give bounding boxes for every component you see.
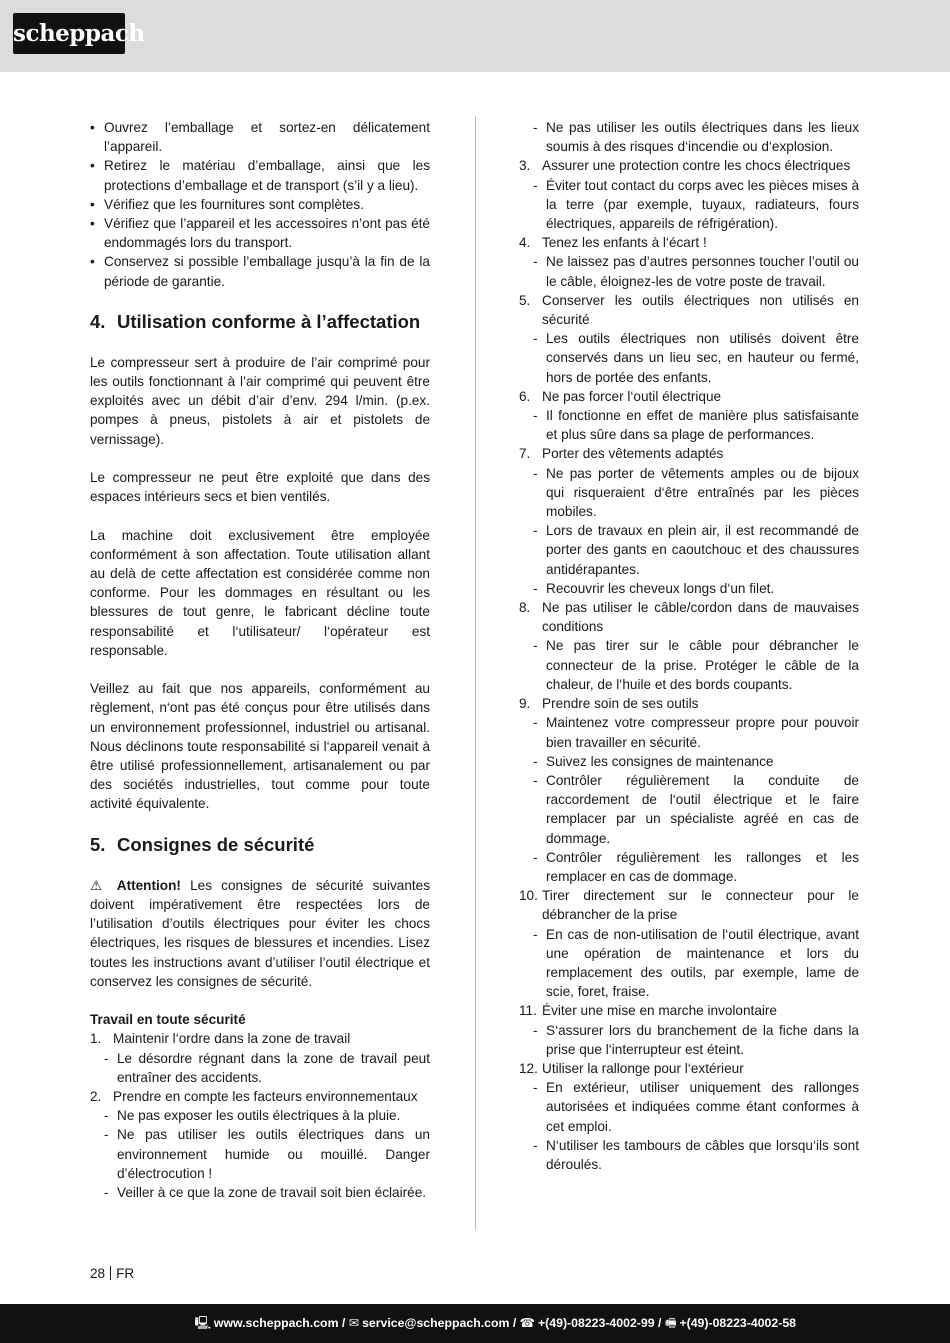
warning-icon: ⚠ (90, 877, 108, 893)
list-item: • Ouvrez l’emballage et sortez-en délicatement l’appareil. (90, 118, 430, 156)
left-column (90, 118, 430, 1202)
header-bar (0, 0, 950, 72)
list-item: - Contrôler régulièrement la conduite de raccordement de l‘outil électrique et le faire remplacer par un spécialiste agréé en cas de dommage. (519, 771, 859, 848)
page-number: 28 FR (90, 1266, 135, 1281)
list-item: - Ne pas porter de vêtements amples ou de bijoux qui risqueraient d‘être entraînés par les pièces mobiles. (519, 464, 859, 522)
attention-label: Attention! (116, 877, 181, 893)
section-heading-4 (90, 310, 430, 334)
page-separator (110, 1266, 111, 1280)
list-item: - Le désordre régnant dans la zone de travail peut entraîner des accidents. (90, 1049, 430, 1087)
email-link[interactable]: service@scheppach.com / (362, 1316, 517, 1330)
computer-icon: 🖳 (194, 1316, 211, 1330)
paragraph: La machine doit exclusivement être employée conformément à son affectation. Toute utilisation allant au delà de cette affectation est considérée comme non conforme. Pour les dommages en résultant ou les blessures de tout genre, le fabricant décline toute responsabilité et l‘utilisateur/ l‘opérateur est responsable. (90, 527, 430, 658)
list-item: - Ne pas utiliser les outils électriques dans un environnement humide ou mouillé. Danger d’électrocution ! (90, 1125, 430, 1183)
brand-logo: scheppach (13, 13, 125, 54)
attention-paragraph (90, 876, 430, 991)
language-code: FR (116, 1266, 135, 1281)
list-item: 5. Conserver les outils électriques non utilisés en sécurité (519, 292, 859, 328)
list-item: • Vérifiez que l’appareil et les accessoires n’ont pas été endommagés lors du transport. (90, 214, 430, 252)
section-number: 5. (90, 833, 106, 855)
paragraph: Veillez au fait que nos appareils, conformément au règlement, n‘ont pas été conçus pour être utilisés dans un environnement professionnel, industriel ou artisanal. Nous déclinons toute responsabilité si l‘appareil venait à être utilisé professionnellement, artisanalement ou par des sociétés industrielles, tout comme pour toute activité équivalente. (90, 681, 430, 812)
column-divider (475, 116, 476, 1230)
list-item: 8. Ne pas utiliser le câble/cordon dans de mauvaises conditions (519, 600, 859, 635)
phone-number: +(49)-08223-4002-99 / (538, 1316, 662, 1330)
section-number: 4. (90, 310, 106, 332)
section-title: Utilisation conforme à l’affectation (117, 310, 421, 332)
list-item: 4. Tenez les enfants à l‘écart ! (519, 235, 707, 251)
list-item: 11. Éviter une mise en marche involontaire (519, 1003, 777, 1019)
list-item: - N‘utiliser les tambours de câbles que lorsqu‘ils sont déroulés. (519, 1136, 859, 1174)
list-item: - Contrôler régulièrement les rallonges et les remplacer en cas de dommage. (519, 848, 859, 886)
list-item: 9. Prendre soin de ses outils (519, 696, 699, 712)
paragraph: Le compresseur sert à produire de l’air comprimé pour les outils fonctionnant à l’air comprimé qui peuvent être exploités avec un débit d’air d’env. 294 l/min. (p.ex. pompes à pneus, pistolets à air et pistolets de vernissage). (90, 354, 430, 447)
paragraph: Le compresseur ne peut être exploité que dans des espaces intérieurs secs et bien ventilés. (90, 470, 430, 505)
list-item: - Les outils électriques non utilisés doivent être conservés dans un lieu sec, en hauteur ou fermé, hors de portée des enfants. (519, 329, 859, 387)
right-column (519, 118, 859, 1174)
fax-icon: 🖷 (664, 1316, 677, 1330)
mail-icon: ✉ (348, 1316, 360, 1330)
list-item: - En cas de non-utilisation de l‘outil électrique, avant une opération de maintenance et lors du remplacement des outils, par exemple, lame de scie, foret, fraise. (519, 925, 859, 1002)
fax-number: +(49)-08223-4002-58 (679, 1316, 796, 1330)
list-item: 10. Tirer directement sur le connecteur pour le débrancher de la prise (519, 888, 859, 923)
list-item: - S‘assurer lors du branchement de la fiche dans la prise que l‘interrupteur est éteint. (519, 1021, 859, 1059)
list-item: 12. Utiliser la rallonge pour l‘extérieur (519, 1060, 744, 1076)
phone-icon: ☎ (519, 1316, 535, 1330)
list-item: - Lors de travaux en plein air, il est recommandé de porter des gants en caoutchouc et des chaussures antidérapantes. (519, 521, 859, 579)
list-item: 6. Ne pas forcer l‘outil électrique (519, 388, 722, 404)
list-item: - Il fonctionne en effet de manière plus satisfaisante et plus sûre dans sa plage de performances. (519, 406, 859, 444)
attention-text: Les consignes de sécurité suivantes doivent impérativement être respectées lors de l’utilisation d’outils électriques pour éviter les chocs électriques, les risques de blessures et incendies. Lisez toutes les instructions avant d’utiliser l’outil électrique et conservez les consignes de sécurité. (90, 877, 431, 989)
list-item: - Ne pas utiliser les outils électriques dans les lieux soumis à des risques d‘incendie ou d‘explosion. (519, 118, 859, 156)
section-title: Consignes de sécurité (117, 833, 315, 855)
list-item: - Recouvrir les cheveux longs d‘un filet. (519, 579, 859, 598)
list-item: - Maintenez votre compresseur propre pour pouvoir bien travailler en sécurité. (519, 713, 859, 751)
list-item: - Suivez les consignes de maintenance (519, 752, 859, 771)
unpacking-list (90, 118, 430, 291)
list-item: 2. Prendre en compte les facteurs environnementaux (90, 1089, 418, 1105)
list-item: • Conservez si possible l’emballage jusqu’à la fin de la période de garantie. (90, 252, 430, 290)
list-item: • Vérifiez que les fournitures sont complètes. (90, 195, 430, 214)
list-item: • Retirez le matériau d’emballage, ainsi que les protections d’emballage et de transport (s’il y a lieu). (90, 156, 430, 194)
footer-bar (0, 1304, 950, 1343)
list-item: - Ne pas tirer sur le câble pour débrancher le connecteur de la prise. Protéger le câble de la chaleur, de l‘huile et des bords coupants. (519, 636, 859, 694)
subheading: Travail en toute sécurité (90, 1012, 246, 1028)
list-item: - En extérieur, utiliser uniquement des rallonges autorisées et indiquées comme étant conformes à cet emploi. (519, 1078, 859, 1136)
list-item: 1. Maintenir l‘ordre dans la zone de travail (90, 1031, 351, 1047)
website-link[interactable]: www.scheppach.com / (213, 1316, 346, 1330)
list-item: - Veiller à ce que la zone de travail soit bien éclairée. (90, 1183, 430, 1202)
list-item: 7. Porter des vêtements adaptés (519, 446, 724, 462)
section-heading-5 (90, 833, 430, 857)
list-item: 3. Assurer une protection contre les chocs électriques (519, 158, 851, 174)
list-item: - Éviter tout contact du corps avec les pièces mises à la terre (par exemple, tuyaux, radiateurs, fours électriques, appareils de réfrigération). (519, 176, 859, 234)
list-item: - Ne pas exposer les outils électriques à la pluie. (90, 1106, 430, 1125)
list-item: - Ne laissez pas d’autres personnes toucher l’outil ou le câble, éloignez-les de votre poste de travail. (519, 252, 859, 290)
